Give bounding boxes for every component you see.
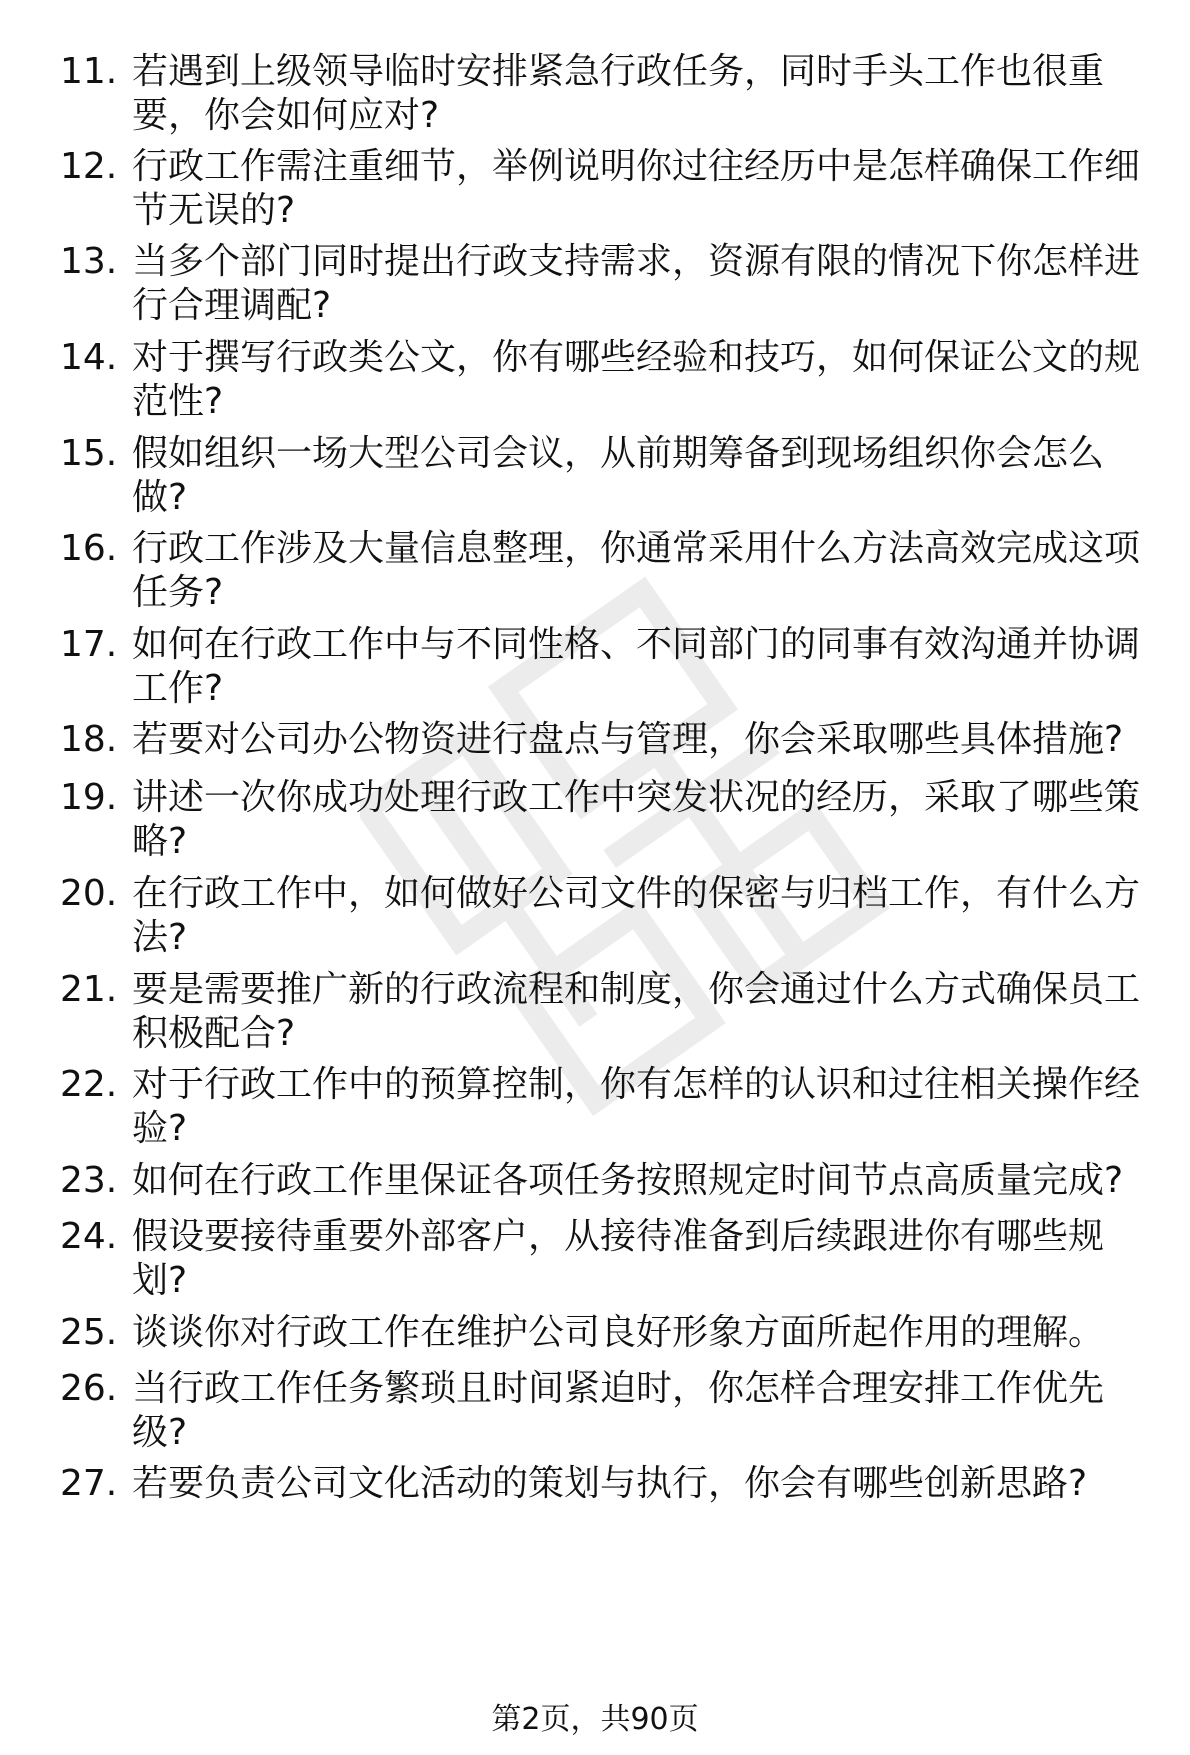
question-text: 若要负责公司文化活动的策划与执行，你会有哪些创新思路?: [132, 1463, 1088, 1504]
question-number: 12.: [60, 146, 118, 187]
question-number: 24.: [60, 1216, 118, 1257]
question-text: 行政工作涉及大量信息整理，你通常采用什么方法高效完成这项 任务?: [132, 528, 1141, 613]
question-number: 26.: [60, 1368, 118, 1409]
question-text: 讲述一次你成功处理行政工作中突发状况的经历，采取了哪些策 略?: [132, 777, 1141, 862]
question-number: 21.: [60, 969, 118, 1010]
question-number: 16.: [60, 528, 118, 569]
question-text: 若遇到上级领导临时安排紧急行政任务，同时手头工作也很重 要，你会如何应对?: [132, 51, 1105, 136]
question-number: 20.: [60, 873, 118, 914]
question-text: 如何在行政工作里保证各项任务按照规定时间节点高质量完成?: [132, 1160, 1124, 1201]
question-number: 14.: [60, 337, 118, 378]
question-number: 17.: [60, 624, 118, 665]
question-text: 如何在行政工作中与不同性格、不同部门的同事有效沟通并协调 工作?: [132, 624, 1141, 709]
question-text: 在行政工作中，如何做好公司文件的保密与归档工作，有什么方 法?: [132, 873, 1141, 958]
question-number: 15.: [60, 433, 118, 474]
question-number: 11.: [60, 51, 118, 92]
question-text: 谈谈你对行政工作在维护公司良好形象方面所起作用的理解。: [132, 1312, 1105, 1353]
question-text: 行政工作需注重细节，举例说明你过往经历中是怎样确保工作细 节无误的?: [132, 146, 1141, 231]
question-text: 假设要接待重要外部客户，从接待准备到后续跟进你有哪些规 划?: [132, 1216, 1105, 1301]
question-number: 18.: [60, 719, 118, 760]
question-text: 对于行政工作中的预算控制，你有怎样的认识和过往相关操作经 验?: [132, 1064, 1141, 1149]
question-number: 25.: [60, 1312, 118, 1353]
question-text: 要是需要推广新的行政流程和制度，你会通过什么方式确保员工 积极配合?: [132, 969, 1141, 1054]
question-number: 19.: [60, 777, 118, 818]
question-text: 当多个部门同时提出行政支持需求，资源有限的情况下你怎样进 行合理调配?: [132, 241, 1141, 326]
question-number: 27.: [60, 1463, 118, 1504]
question-text: 对于撰写行政类公文，你有哪些经验和技巧，如何保证公文的规 范性?: [132, 337, 1141, 422]
question-number: 23.: [60, 1160, 118, 1201]
question-text: 假如组织一场大型公司会议，从前期筹备到现场组织你会怎么 做?: [132, 433, 1105, 518]
page-footer: 第2页，共90页: [491, 1702, 699, 1737]
question-text: 当行政工作任务繁琐且时间紧迫时，你怎样合理安排工作优先 级?: [132, 1368, 1105, 1453]
question-number: 13.: [60, 241, 118, 282]
question-text: 若要对公司办公物资进行盘点与管理，你会采取哪些具体措施?: [132, 719, 1124, 760]
question-number: 22.: [60, 1064, 118, 1105]
